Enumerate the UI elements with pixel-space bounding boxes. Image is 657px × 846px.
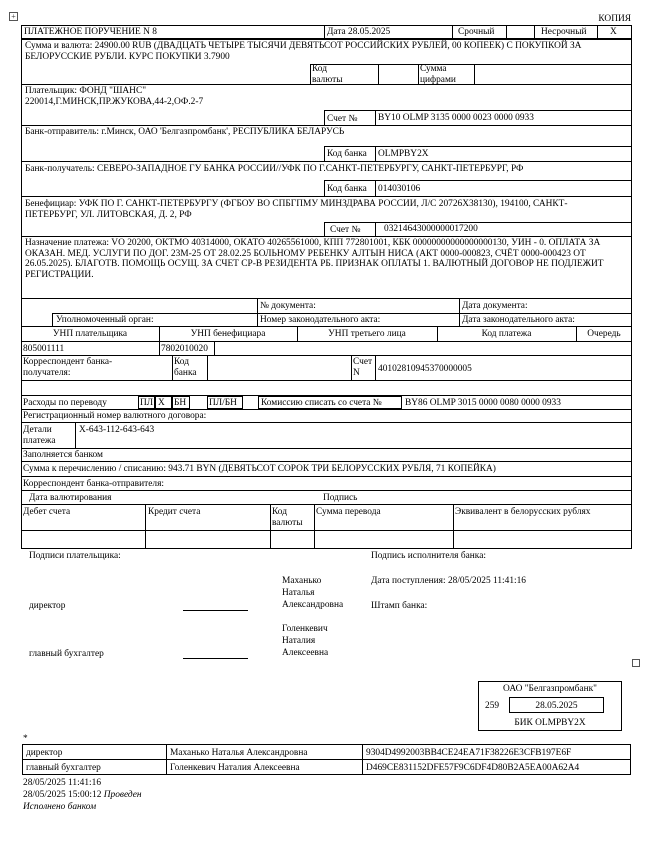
expenses-plbn: ПЛ/БН: [209, 398, 237, 408]
esign-hash: D469CE831152DFE57F9C6DF4D80B2A5EA00A62A4: [366, 763, 580, 773]
payment-code-header: Код платежа: [481, 329, 532, 339]
beneficiary-account: 03214643000000017200: [384, 224, 478, 234]
doc-date-label: Дата документа:: [462, 301, 528, 311]
accountant-name-2: Наталия: [282, 636, 316, 646]
footer-status: Проведен: [103, 790, 142, 800]
director-name-1: Маханько: [282, 576, 322, 586]
unp-header-third-party: УНП третьего лица: [328, 329, 406, 339]
payer-signatures-label: Подписи плательщика:: [29, 551, 121, 561]
beneficiary-account-label: Счет №: [330, 225, 361, 235]
order-title: ПЛАТЕЖНОЕ ПОРУЧЕНИЕ N 8: [24, 27, 157, 37]
director-name-3: Александровна: [282, 600, 344, 610]
bank-filled-label: Заполняется банком: [23, 450, 103, 460]
receipt-date: Дата поступления: 28/05/2025 11:41:16: [371, 576, 526, 586]
doc-number-label: № документа:: [260, 301, 316, 311]
copy-label: КОПИЯ: [598, 14, 631, 24]
order-date: Дата 28.05.2025: [327, 27, 391, 37]
non-urgent-label: Несрочный: [541, 27, 587, 37]
esign-name: Маханько Наталья Александровна: [170, 748, 308, 758]
payer-account-label: Счет №: [327, 114, 358, 124]
sender-bank: Банк-отправитель: г.Минск, ОАО 'Белгазпромбанк', РЕСПУБЛИКА БЕЛАРУСЬ: [25, 127, 345, 137]
correspondent-code-label: Код банка: [174, 357, 197, 378]
footer-executed: Исполнено банком: [23, 802, 97, 812]
expenses-pl: ПЛ: [140, 398, 154, 408]
value-date-label: Дата валютирования: [29, 493, 112, 503]
sum-to-transfer: Сумма к перечислению / списанию: 943.71 BYN (ДЕВЯТЬСОТ СОРОК ТРИ БЕЛОРУССКИХ РУБЛЯ, 71 КОПЕЙКА): [23, 464, 496, 474]
table-move-handle[interactable]: +: [9, 12, 18, 21]
footer-time-2-line: [23, 790, 142, 801]
esign-role: главный бухгалтер: [26, 763, 101, 773]
payment-purpose: Назначение платежа: VO 20200, ОКТМО 40314000, ОКАТО 40265561000, КПП 772801001, КБК 00000000000000000130, УИН - 0. ОПЛАТА ЗА ОКАЗАН. МЕД. УСЛУГИ ПО ДОГ. 23М-25 ОТ 28.02.25 БОЛЬНОМУ РЕБЕНКУ АЛТЫН НИСА (АКТ 0000-000823, СЧЁТ 0000-000423 ОТ 26.05.2025). БЛАГОТВ. ПОМОЩЬ ОСУЩ. ЗА СЧЕТ СР-В РЕЗИДЕНТА РБ. ПРИЗНАК ОПЛАТЫ 1. ВАЛЮТНЫЙ ДОГОВОР НЕ ПОДЛЕЖИТ РЕГИСТРАЦИИ.: [25, 238, 604, 280]
esign-role: директор: [26, 748, 63, 758]
bank-signature-label: Подпись исполнителя банка:: [371, 551, 486, 561]
sender-bank-code: OLMPBY2X: [378, 149, 429, 159]
footer-time-2: 28/05/2025 15:00:12: [23, 790, 102, 800]
payer-address: 220014,Г.МИНСК,ПР.ЖУКОВА,44-2,ОФ.2-7: [25, 97, 204, 107]
accountant-name-3: Алексеевна: [282, 648, 329, 658]
currency-contract-label: Регистрационный номер валютного договора:: [23, 411, 207, 421]
signature-label: Подпись: [323, 493, 358, 503]
stamp-bank-name: ОАО "Белгазпромбанк": [503, 684, 597, 694]
unp-payer-value: 805001111: [23, 344, 65, 354]
law-number-label: Номер законодательного акта:: [260, 315, 381, 325]
correspondent-account-label: Счет N: [353, 357, 373, 378]
amount-text: Сумма и валюта: 24900.00 RUB (ДВАДЦАТЬ ЧЕТЫРЕ ТЫСЯЧИ ДЕВЯТЬСОТ РОССИЙСКИХ РУБЛЕЙ, 00 КОПЕЕК) С ПОКУПКОЙ ЗА БЕЛОРУССКИЕ РУБЛИ. КУРС ПОКУПКИ 3.7900: [25, 41, 582, 62]
sum-in-words-label: Сумма цифрами: [420, 64, 456, 85]
esign-name: Голенкевич Наталия Алексеевна: [170, 763, 300, 773]
stamp-bik: БИК OLMPBY2X: [514, 718, 586, 728]
stamp-date: 28.05.2025: [535, 701, 578, 711]
debit-header: Дебет счета: [23, 507, 71, 517]
authorized-body-label: Уполномоченный орган:: [56, 315, 154, 325]
receiver-bank: Банк-получатель: СЕВЕРО-ЗАПАДНОЕ ГУ БАНКА РОССИИ//УФК ПО Г.САНКТ-ПЕТЕРБУРГУ, САНКТ-ПЕТЕРБУРГ, РФ: [25, 164, 524, 174]
unp-beneficiary-value: 7802010020: [161, 344, 208, 354]
transfer-sum-header: Сумма перевода: [316, 507, 381, 517]
receiver-bank-code-label: Код банка: [327, 184, 367, 194]
byn-equivalent-header: Эквивалент в белорусских рублях: [455, 507, 591, 517]
receiver-bank-code: 014030106: [378, 184, 421, 194]
sender-bank-code-label: Код банка: [327, 149, 367, 159]
accountant-name-1: Голенкевич: [282, 624, 328, 634]
urgent-label: Срочный: [458, 27, 495, 37]
credit-header: Кредит счета: [148, 507, 201, 517]
commission-account: BY86 OLMP 3015 0000 0080 0000 0933: [405, 398, 561, 408]
non-urgent-mark: X: [610, 27, 617, 37]
expenses-bn: БН: [174, 398, 187, 408]
bank-stamp-label: Штамп банка:: [371, 601, 428, 611]
law-date-label: Дата законодательного акта:: [462, 315, 575, 325]
unp-header-beneficiary: УНП бенефициара: [190, 329, 266, 339]
correspondent-label: Корреспондент банка-получателя:: [23, 357, 113, 378]
footer-time-1: 28/05/2025 11:41:16: [23, 778, 102, 788]
esign-hash: 9304D4992003BB4CE24EA71F38226E3CFB197E6F: [366, 748, 572, 758]
currency-code-header: Код валюты: [272, 507, 303, 528]
payer-account: BY10 OLMP 3135 0000 0023 0000 0933: [378, 113, 534, 123]
director-role: директор: [29, 601, 66, 611]
payment-details-value: X-643-112-643-643: [79, 425, 155, 435]
queue-header: Очередь: [587, 329, 621, 339]
director-name-2: Наталья: [282, 588, 315, 598]
unp-header-payer: УНП плательщика: [52, 329, 128, 339]
beneficiary: Бенефициар: УФК ПО Г. САНКТ-ПЕТЕРБУРГУ (ФГБОУ ВО СПБГПМУ МИНЗДРАВА РОССИИ, Л/С 20726X38130), 194100, САНКТ-ПЕТЕРБУРГ, УЛ. ЛИТОВСКАЯ, Д. 2, РФ: [25, 199, 568, 220]
sender-correspondent-label: Корреспондент банка-отправителя:: [23, 479, 164, 489]
table-resize-handle[interactable]: [632, 659, 640, 667]
payment-details-label: Детали платежа: [23, 425, 56, 446]
correspondent-account: 40102810945370000005: [378, 364, 472, 374]
asterisk: *: [23, 734, 28, 744]
commission-label: Комиссию списать со счета №: [261, 398, 382, 408]
expenses-label: Расходы по переводу: [23, 398, 107, 408]
stamp-number: 259: [485, 701, 500, 711]
payer-label: Плательщик: ФОНД "ШАНС": [25, 86, 147, 96]
currency-code-label: Код валюты: [312, 64, 343, 85]
expenses-pl-mark: X: [158, 398, 165, 408]
accountant-role: главный бухгалтер: [29, 649, 104, 659]
